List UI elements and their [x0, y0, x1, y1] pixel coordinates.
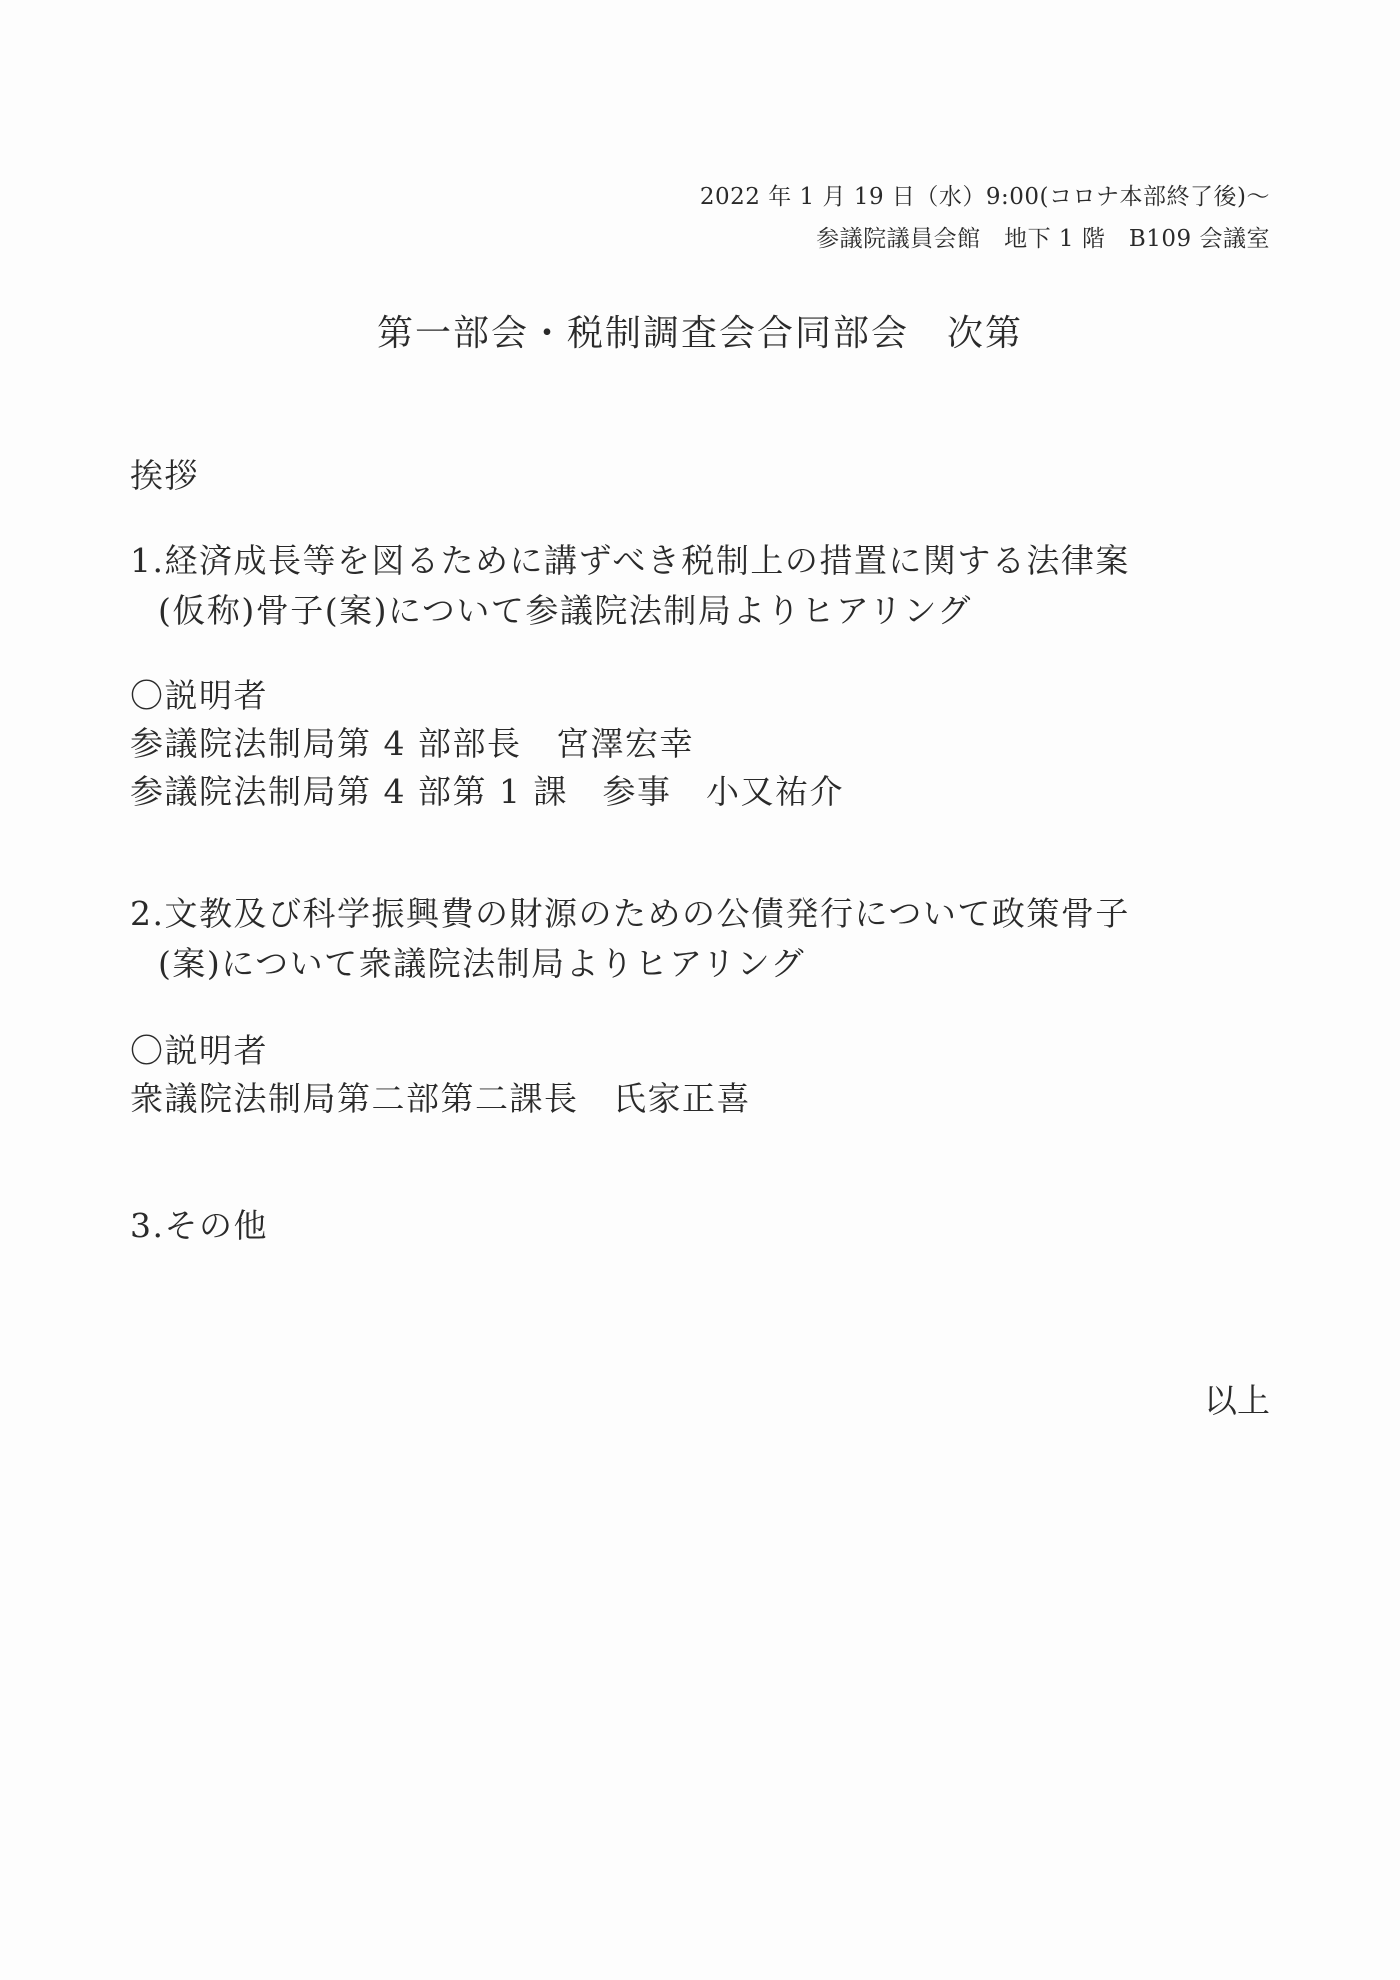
item2-line1: 2.文教及び科学振興費の財源のための公債発行について政策骨子 — [130, 894, 1130, 933]
item1-line1: 1.経済成長等を図るために講ずべき税制上の措置に関する法律案 — [130, 541, 1130, 580]
item2-presenter-heading: 〇説明者 — [130, 1031, 268, 1070]
item1-line2: (仮称)骨子(案)について参議院法制局よりヒアリング — [158, 591, 972, 630]
location-line: 参議院議員会館 地下 1 階 B109 会議室 — [816, 226, 1270, 252]
item3: 3.その他 — [130, 1206, 268, 1245]
item2-presenter-1: 衆議院法制局第二部第二課長 氏家正喜 — [130, 1079, 751, 1118]
item1-presenter-1: 参議院法制局第 4 部部長 宮澤宏幸 — [130, 724, 694, 763]
item1-presenter-2: 参議院法制局第 4 部第 1 課 参事 小又祐介 — [130, 772, 844, 811]
date-line: 2022 年 1 月 19 日（水）9:00(コロナ本部終了後)〜 — [699, 184, 1270, 210]
greeting: 挨拶 — [130, 456, 199, 495]
closing-mark: 以上 — [1204, 1381, 1270, 1420]
item2-line2: (案)について衆議院法制局よりヒアリング — [158, 944, 806, 983]
page-title: 第一部会・税制調査会合同部会 次第 — [376, 313, 1023, 354]
item1-presenter-heading: 〇説明者 — [130, 676, 268, 715]
